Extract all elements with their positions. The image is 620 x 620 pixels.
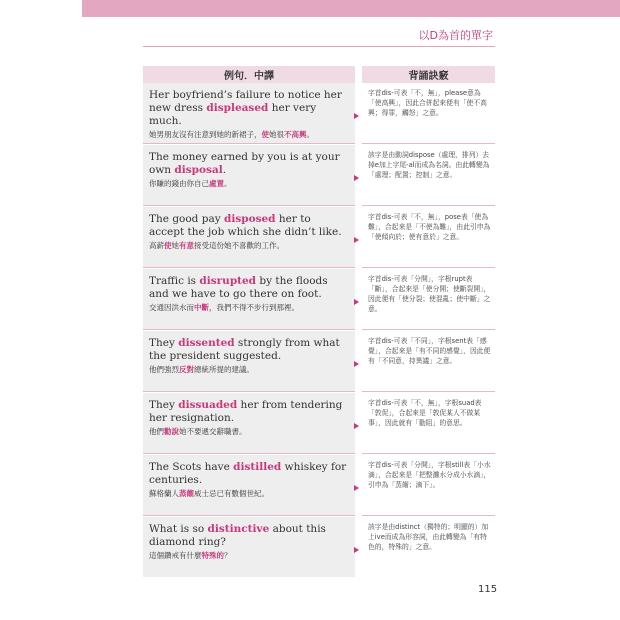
- row-divider: [362, 391, 495, 392]
- row-divider: [143, 515, 355, 516]
- row-divider: [143, 267, 355, 268]
- row-divider: [143, 453, 355, 454]
- highlight-word: disposed: [224, 213, 276, 225]
- example-sentence: They dissuaded her from tendering her resignation. 他們勸說她不要遞交辭職書。: [149, 399, 349, 437]
- example-sentence: The Scots have distilled whiskey for centuries. 蘇格蘭人蒸餾威士忌已有數個世紀。: [149, 461, 349, 499]
- tip-cell: [362, 145, 495, 205]
- highlight-word: dissented: [178, 337, 235, 349]
- row-divider: [362, 329, 495, 330]
- row-divider: [143, 143, 355, 144]
- table-row: [143, 455, 495, 517]
- highlight-word: displeased: [206, 102, 269, 114]
- tip-cell: [362, 393, 495, 453]
- chinese-translation: 你賺的錢由你自己處置。: [149, 179, 232, 188]
- column-header-tips: 背誦訣竅: [362, 66, 495, 83]
- table-row: [143, 145, 495, 207]
- memory-tip: 字首dis-可表「不，無」，字根suad表「敦促」，合起來是「敦促某人不做某事」，因此就有「勸阻」的意思。: [368, 399, 482, 427]
- example-sentence: They dissented strongly from what the president suggested. 他們強烈反對總統所提的建議。: [149, 337, 349, 375]
- row-divider: [362, 453, 495, 454]
- tip-cell: [362, 455, 495, 515]
- arrow-right-icon: [354, 237, 359, 243]
- memory-tip: 字首dis-可表「分開」，字根rupt表「斷」，合起來是「使分開；使斷裂開」，因此便有「使分裂；使混亂；使中斷」之意。: [368, 275, 491, 313]
- chinese-translation: 蘇格蘭人蒸餾威士忌已有數個世紀。: [149, 489, 269, 498]
- example-sentence: Traffic is disrupted by the floods and we have to go there on foot. 交通因洪水而中斷，我們不得不步行到那裡。: [149, 275, 349, 313]
- chinese-translation: 他們勸說她不要遞交辭職書。: [149, 427, 247, 436]
- header-divider: [143, 46, 495, 47]
- row-divider: [362, 143, 495, 144]
- example-cell: [143, 83, 355, 143]
- chinese-translation: 她男朋友沒有注意到她的新裙子，使她很不高興。: [149, 130, 314, 139]
- highlight-word: dissuaded: [178, 399, 238, 411]
- example-sentence: The money earned by you is at your own disposal. 你賺的錢由你自己處置。: [149, 151, 349, 189]
- arrow-right-icon: [354, 175, 359, 181]
- tip-cell: [362, 517, 495, 577]
- chinese-translation: 交通因洪水而中斷，我們不得不步行到那裡。: [149, 303, 299, 312]
- tip-cell: [362, 331, 495, 391]
- row-divider: [362, 515, 495, 516]
- tip-cell: [362, 83, 495, 143]
- arrow-right-icon: [354, 361, 359, 367]
- highlight-word: distinctive: [207, 523, 270, 535]
- example-sentence: The good pay disposed her to accept the job which she didn’t like. 高薪使她有意接受這份她不喜歡的工作。: [149, 213, 349, 251]
- table-row: [143, 83, 495, 145]
- chinese-translation: 高薪使她有意接受這份她不喜歡的工作。: [149, 241, 284, 250]
- example-cell: [143, 517, 355, 577]
- memory-tip: 該字是由動詞dispose（處理，排列）去掉e加上字尾-al而成為名詞。由此轉變為「處理；配置；控制」之意。: [368, 151, 490, 179]
- example-cell: [143, 269, 355, 329]
- row-divider: [362, 205, 495, 206]
- example-sentence: What is so distinctive about this diamond ring? 這個鑽戒有什麼特殊的？: [149, 523, 349, 561]
- arrow-right-icon: [354, 113, 359, 119]
- highlight-word: disrupted: [199, 275, 257, 287]
- tip-cell: [362, 269, 495, 329]
- table-row: [143, 517, 495, 579]
- example-cell: [143, 207, 355, 267]
- example-sentence: Her boyfriend’s failure to notice her new dress displeased her very much. 她男朋友沒有注意到她的新裙子，使她很不高興。: [149, 89, 349, 140]
- example-cell: [143, 393, 355, 453]
- arrow-right-icon: [354, 485, 359, 491]
- chinese-translation: 他們強烈反對總統所提的建議。: [149, 365, 254, 374]
- chinese-translation: 這個鑽戒有什麼特殊的？: [149, 551, 232, 560]
- page-number: 115: [478, 584, 498, 595]
- example-cell: [143, 455, 355, 515]
- table-row: [143, 331, 495, 393]
- row-divider: [143, 329, 355, 330]
- memory-tip: 字首dis-可表「不同」，字根sent表「感覺」，合起來是「有不同的感覺」，因此便有「不同意，持異議」之意。: [368, 337, 491, 365]
- arrow-right-icon: [354, 423, 359, 429]
- top-color-bar: [82, 0, 620, 17]
- table-row: [143, 269, 495, 331]
- tip-cell: [362, 207, 495, 267]
- memory-tip: 字首dis-可表「不，無」，please意為「使高興」，因此合併起來便有「使不高興；得罪，觸怒」之意。: [368, 89, 487, 117]
- chapter-title: 以D為首的單字: [418, 29, 493, 42]
- arrow-right-icon: [354, 547, 359, 553]
- column-header-examples: 例句．中譯: [143, 66, 355, 83]
- row-divider: [143, 205, 355, 206]
- table-row: [143, 393, 495, 455]
- example-cell: [143, 145, 355, 205]
- highlight-word: disposal: [174, 164, 223, 176]
- row-divider: [362, 267, 495, 268]
- table-row: [143, 207, 495, 269]
- arrow-right-icon: [354, 299, 359, 305]
- vocabulary-table: [143, 83, 495, 579]
- memory-tip: 字首dis-可表「分開」，字根still表「小水滴」，合起來是「把整灘水分成小水滴」，引申為「蒸餾；滴下」。: [368, 461, 491, 489]
- row-divider: [143, 391, 355, 392]
- memory-tip: 該字是由distinct（獨特的；明顯的）加上ive而成為形容詞，由此轉變為「有特色的，特殊的」之意。: [368, 523, 489, 551]
- example-cell: [143, 331, 355, 391]
- highlight-word: distilled: [233, 461, 282, 473]
- memory-tip: 字首dis-可表「不，無」，pose表「使為難」，合起來是「不使為難」，由此引申為「使傾向於；使有意於」之意。: [368, 213, 491, 241]
